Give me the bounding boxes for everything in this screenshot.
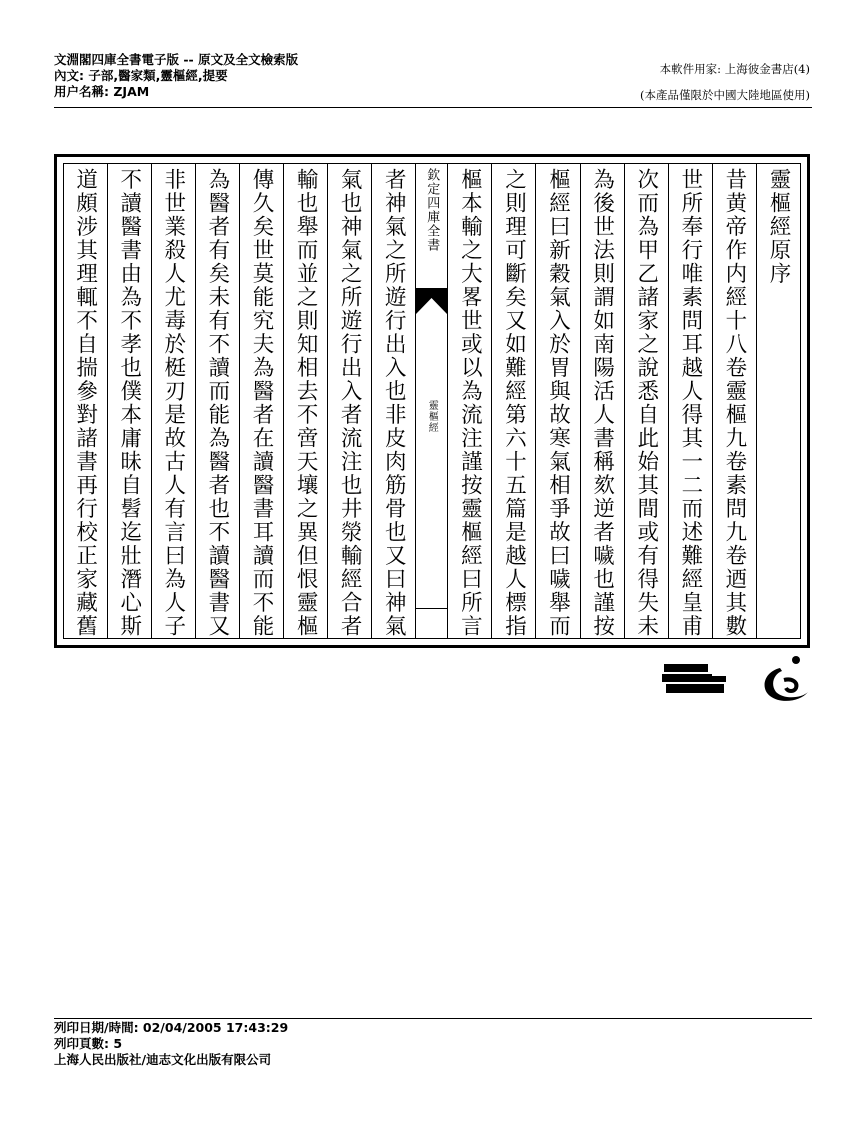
text-columns [63, 163, 801, 639]
text-column: 昔黄帝作内經十八卷靈樞九卷素問九卷迺其數 [712, 164, 756, 638]
text-column: 世所奉行唯素問耳越人得其一二而述難經皇甫 [668, 164, 712, 638]
swirl-logo-icon [750, 654, 814, 710]
text-column: 氣也神氣之所遊行出入者流注也井滎輸經合者 [327, 164, 371, 638]
footer-info [54, 1020, 288, 1068]
banxin-short-title: 靈樞經 [426, 400, 438, 433]
header-info [54, 52, 298, 100]
text-column: 為後世法則謂如南陽活人書稱欬逆者噦也謹按 [580, 164, 624, 638]
text-column: 輸也舉而並之則知相去不啻天壤之異但恨靈樞 [283, 164, 327, 638]
text-column: 樞本輸之大畧世或以為流注謹按靈樞經曰所言 [447, 164, 491, 638]
footer-divider [54, 1018, 812, 1019]
publisher: 上海人民出版社/迪志文化出版有限公司 [54, 1052, 272, 1067]
text-column: 不讀醫書由為不孝也僕本庸昧自髫迄壯潛心斯 [107, 164, 151, 638]
book-stack-logo-icon [660, 654, 730, 698]
print-page-count: 列印頁數: 5 [54, 1036, 123, 1051]
print-datetime: 列印日期/時間: 02/04/2005 17:43:29 [54, 1020, 289, 1035]
text-column: 為醫者有矣未有不讀而能為醫者也不讀醫書又 [195, 164, 239, 638]
center-fold-banxin [415, 164, 447, 638]
text-column: 非世業殺人尤毒於梃刃是故古人有言曰為人子 [151, 164, 195, 638]
text-column: 樞經曰新穀氣入於胃與故寒氣相爭故曰噦舉而 [535, 164, 579, 638]
text-column: 之則理可斷矣又如難經第六十五篇是越人標指 [491, 164, 535, 638]
text-column: 傳久矣世莫能究夫為醫者在讀醫書耳讀而不能 [239, 164, 283, 638]
fishtail-mark [416, 288, 447, 314]
license-region: (本產品僅限於中國大陸地區使用) [640, 88, 810, 102]
header-username: 用户名稱: ZJAM [54, 84, 150, 99]
header-title: 文淵閣四庫全書電子版 -- 原文及全文檢索版 [54, 52, 299, 67]
scanned-page [54, 154, 810, 648]
header-divider [54, 107, 812, 108]
text-column: 者神氣之所遊行出入也非皮肉筋骨也又曰神氣 [371, 164, 415, 638]
banxin-title: 欽定四庫全書 [424, 168, 440, 252]
license-user: 本軟件用家: 上海彼金書店(4) [659, 62, 810, 76]
text-column: 道頗涉其理輒不自揣參對諸書再行校正家藏舊 [72, 168, 98, 638]
text-column: 靈樞經原序 [756, 164, 800, 638]
header-license [640, 56, 810, 108]
banxin-bottom-line [416, 608, 447, 609]
text-column: 次而為甲乙諸家之說悉自此始其間或有得失未 [624, 164, 668, 638]
header-content-path: 內文: 子部,醫家類,靈樞經,提要 [54, 68, 228, 83]
